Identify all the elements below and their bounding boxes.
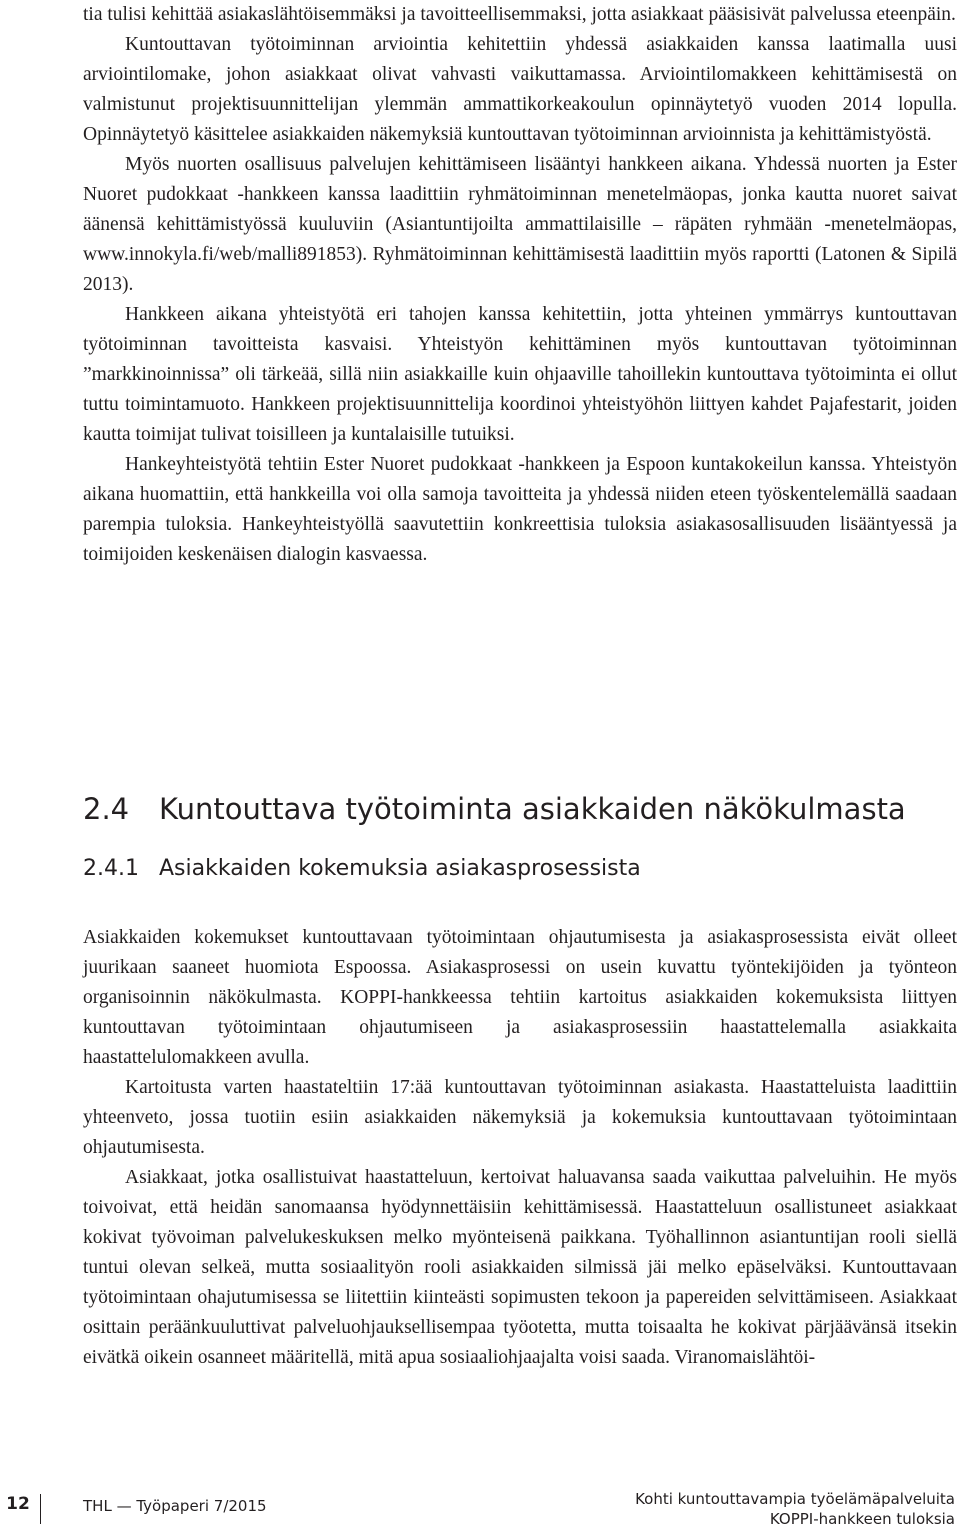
footer-publication: THL — Työpaperi 7/2015 <box>83 1497 267 1515</box>
paragraph: Kartoitusta varten haastateltiin 17:ää kuntouttavan työtoiminnan asiakasta. Haastatteluista laadittiin yhteenveto, jossa tuotiin esiin asiakkaiden näkemyksiä ja kokemuksia kuntouttavaan työtoimintaan ohjautumisesta. <box>83 1077 957 1158</box>
section-heading <box>83 787 957 831</box>
paragraph: Hankeyhteistyötä tehtiin Ester Nuoret pudokkaat -hankkeen ja Espoon kuntakokeilun kanssa. Yhteistyön aikana huomattiin, että hankkeilla voi olla samoja tavoitteita ja yhdessä niiden eteen työskentelemällä saadaan parempia tuloksia. Hankeyhteistyöllä saavutettiin konkreettisia tuloksia asiakasosallisuuden lisääntyessä ja toimijoiden keskenäisen dialogin kasvaessa. <box>83 454 957 565</box>
footer-report-title <box>635 1489 955 1529</box>
paragraph: Kuntouttavan työtoiminnan arviointia kehitettiin yhdessä asiakkaiden kanssa laatimalla uusi arviointilomake, johon asiakkaat olivat vahvasti vaikuttamassa. Arviointilomakkeen kehittämisestä on valmistunut projektisuunnittelijan ylemmän ammattikorkeakoulun opinnäytetyö vuoden 2014 lopulla. Opinnäytetyö käsittelee asiakkaiden näkemyksiä kuntouttavan työtoiminnan arvioinnista ja kehittämistyöstä. <box>83 34 957 145</box>
section-title: Kuntouttava työtoiminta asiakkaiden näkökulmasta <box>159 792 906 826</box>
paragraph: Myös nuorten osallisuus palvelujen kehittämiseen lisääntyi hankkeen aikana. Yhdessä nuorten ja Ester Nuoret pudokkaat -hankkeen kanssa laadittiin ryhmätoiminnan menetelmäopas, jonka kautta nuoret saivat äänensä kehittämistyössä kuuluviin (Asiantuntijoilta ammattilaisille – räpäten ryhmään -menetelmäopas, www.innokyla.fi/web/malli891853). Ryhmätoiminnan kehittämisestä laadittiin myös raportti (Latonen & Sipilä 2013). <box>83 154 957 295</box>
paragraph: tia tulisi kehittää asiakaslähtöisemmäksi ja tavoitteellisemmaksi, jotta asiakkaat pääsisivät palvelussa eteenpäin. <box>83 4 956 25</box>
subsection-title: Asiakkaiden kokemuksia asiakasprosessista <box>159 856 641 881</box>
subsection-heading <box>83 852 957 886</box>
paragraph: Hankkeen aikana yhteistyötä eri tahojen kanssa kehitettiin, jotta yhteinen ymmärrys kuntouttavan työtoiminnan tavoitteista kasvaisi. Yhteistyön kehittäminen myös kuntouttavan työtoiminnan ”markkinoinnissa” oli tärkeää, sillä niin asiakkaille kuin ohjaaville tahoillekin kuntouttava työtoiminta ei ollut tuttu toimintamuoto. Hankkeen projektisuunnittelija koordinoi yhteistyöhön liittyen kahdet Pajafestarit, joiden kautta toimijat tulivat toisilleen ja kuntalaisille tutuiksi. <box>83 304 957 445</box>
top-body-text <box>83 0 957 570</box>
paragraph: Asiakkaat, jotka osallistuivat haastatteluun, kertoivat haluavansa saada vaikuttaa palveluihin. He myös toivoivat, että heidän sanomaansa hyödynnettäisiin kehittämisessä. Haastatteluun osallistuneet asiakkaat kokivat työvoiman palvelukeskuksen melko myönteisenä paikkana. Työhallinnon asiantuntijan rooli siellä tuntui olevan selkeä, mutta sosiaalityön rooli asiakkaiden silmissä jäi melko epäselväksi. Kuntouttavaan työtoimintaan ohajutumisessa se liitettiin kiinteästi sopimusten tekoon ja papereiden selvittämiseen. Asiakkaat osittain peräänkuuluttivat palveluohjauksellisempaa työotetta, mutta toisaalta he kokivat pärjäävänsä itsekin eivätkä oikein osanneet määritellä, mitä apua sosiaaliohjaajalta voisi saada. Viranomaislähtöi- <box>83 1167 957 1368</box>
footer-report-title-line1: Kohti kuntouttavampia työelämäpalveluita <box>635 1490 955 1508</box>
footer-report-title-line2: KOPPI-hankkeen tuloksia <box>769 1510 955 1528</box>
section-number: 2.4 <box>83 792 130 826</box>
page-footer <box>0 1482 960 1532</box>
page-number: 12 <box>6 1494 30 1514</box>
bottom-body-text <box>83 923 957 1373</box>
footer-divider <box>40 1494 41 1524</box>
subsection-number: 2.4.1 <box>83 856 139 881</box>
paragraph: Asiakkaiden kokemukset kuntouttavaan työtoimintaan ohjautumisesta ja asiakasprosessista eivät olleet juurikaan saaneet huomiota Espoossa. Asiakasprosessi on usein kuvattu työntekijöiden ja työnteon organisoinnin näkökulmasta. KOPPI-hankkeessa tehtiin kartoitus asiakkaiden kokemuksista liittyen kuntouttavan työtoimintaan ohjautumiseen ja asiakasprosessiin haastattelemalla asiakkaita haastattelulomakkeen avulla. <box>83 927 957 1068</box>
